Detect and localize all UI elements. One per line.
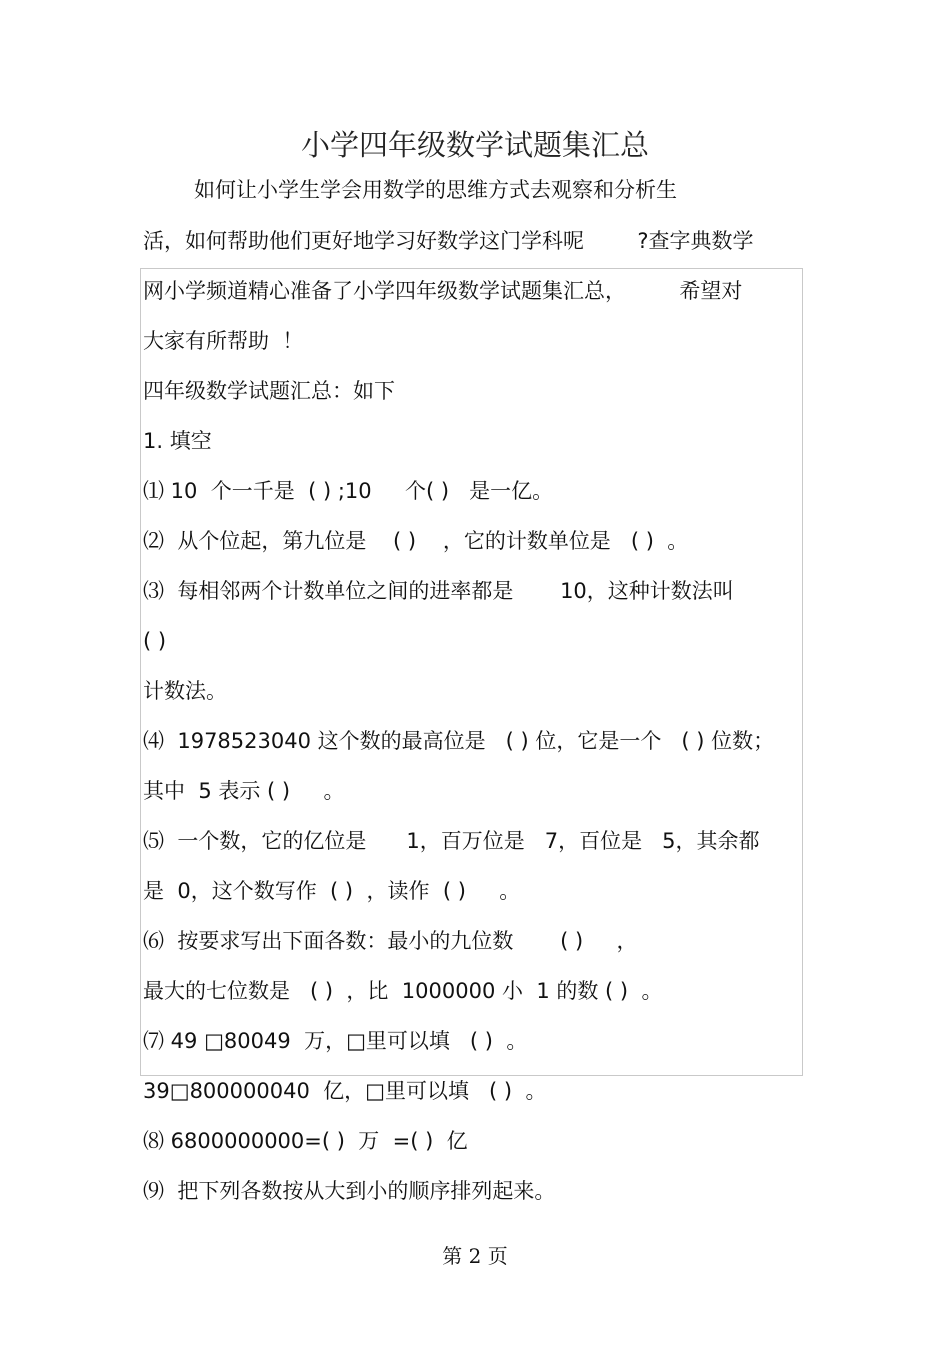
- question-line: 是 0，这个数写作 ( ) ，读作 ( ) 。: [143, 879, 521, 903]
- intro-line: 大家有所帮助 ！: [143, 329, 304, 353]
- question-line: ⑺ 49 □80049 万，□里可以填 ( ) 。: [143, 1029, 528, 1053]
- document-title: 小学四年级数学试题集汇总: [300, 128, 649, 162]
- question-line: ( ): [143, 629, 167, 653]
- question-line: ⑸ 一个数，它的亿位是 1，百万位是 7，百位是 5，其余都: [143, 829, 760, 853]
- question-line: ⑻ 6800000000=( ) 万 =( ) 亿: [143, 1129, 468, 1153]
- intro-line: 活，如何帮助他们更好地学习好数学这门学科呢 ?查字典数学: [143, 229, 754, 253]
- question-line: 最大的七位数是 ( ) ，比 1000000 小 1 的数 ( ) 。: [143, 979, 663, 1003]
- question-line: ⑼ 把下列各数按从大到小的顺序排列起来。: [143, 1179, 556, 1203]
- question-line: 其中 5 表示 ( ) 。: [143, 779, 345, 803]
- question-line: ⑷ 1978523040 这个数的最高位是 ( ) 位，它是一个 ( ) 位数；: [143, 729, 775, 753]
- question-line: 计数法。: [143, 679, 227, 703]
- question-line: 39□800000040 亿，□里可以填 ( ) 。: [143, 1079, 547, 1103]
- question-line: ⑶ 每相邻两个计数单位之间的进率都是 10，这种计数法叫: [143, 579, 734, 603]
- question-line: ⑹ 按要求写出下面各数：最小的九位数 ( ) ，: [143, 929, 638, 953]
- question-line: ⑵ 从个位起，第九位是 ( ) ，它的计数单位是 ( ) 。: [143, 529, 689, 553]
- section-heading: 1. 填空: [143, 429, 212, 453]
- intro-line: 网小学频道精心准备了小学四年级数学试题集汇总， 希望对: [143, 279, 743, 303]
- page-number: 第 2 页: [442, 1244, 508, 1268]
- question-line: ⑴ 10 个一千是 ( ) ;10 个( ) 是一亿。: [143, 479, 554, 503]
- section-heading: 四年级数学试题汇总：如下: [143, 379, 395, 403]
- intro-line: 如何让小学生学会用数学的思维方式去观察和分析生: [194, 178, 677, 202]
